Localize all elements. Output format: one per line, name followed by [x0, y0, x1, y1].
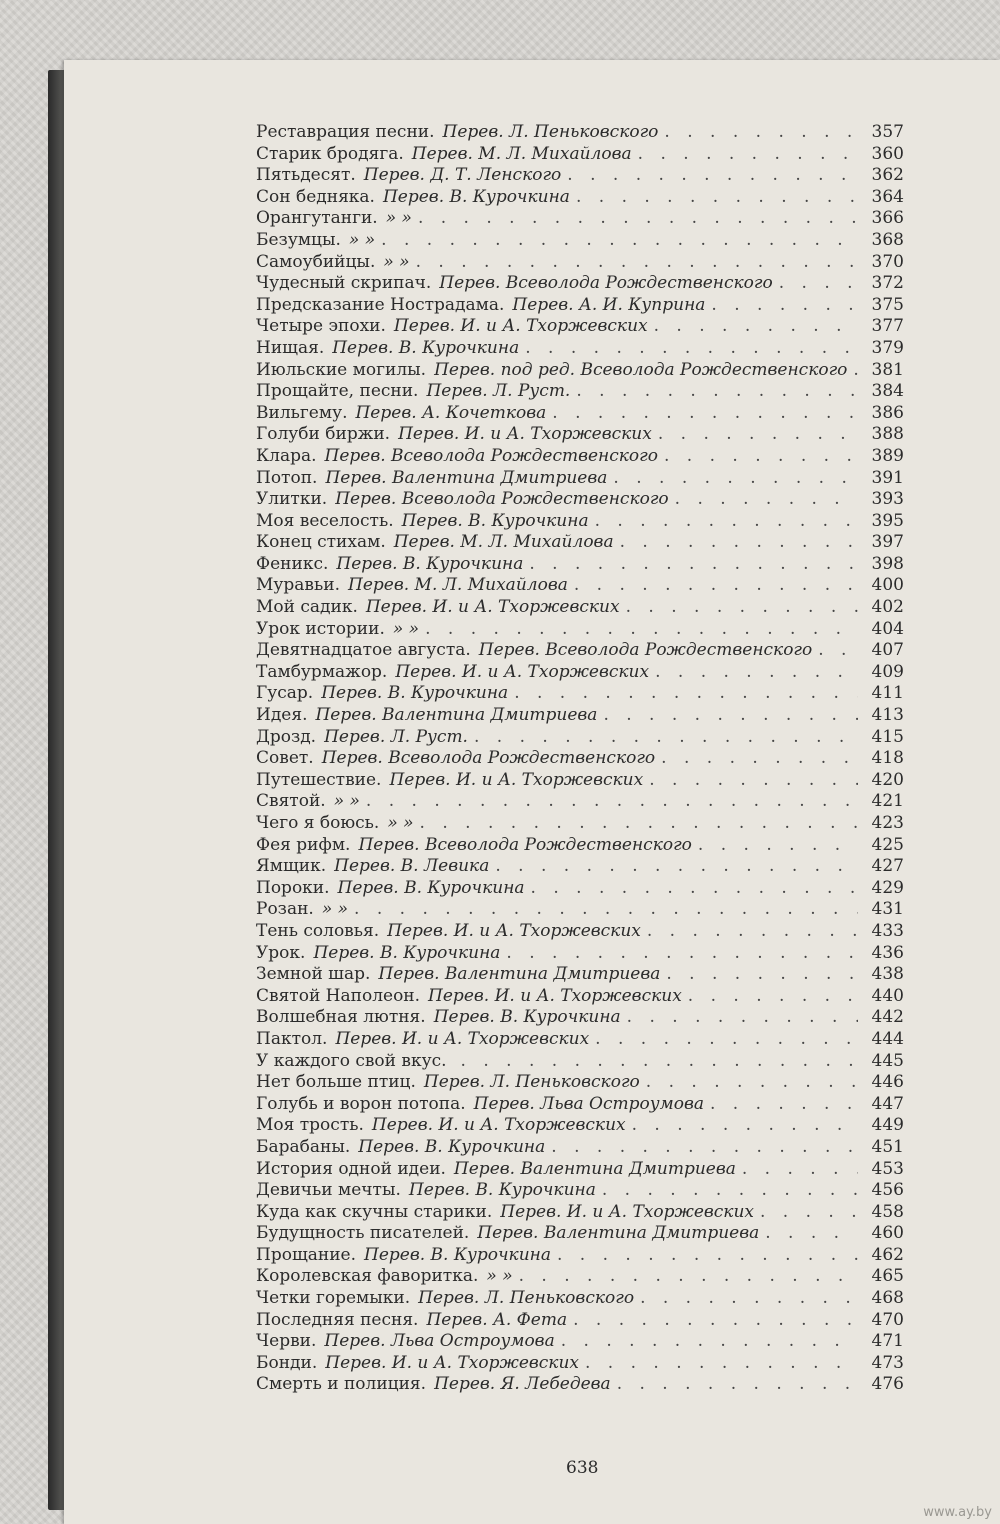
toc-entry — [256, 1137, 904, 1159]
toc-entry-title: Улитки. — [256, 489, 328, 510]
toc-entry-translator: Перев. В. Курочкина — [401, 510, 589, 531]
toc-entry-page: 453 — [871, 1158, 904, 1179]
toc-entry-page: 415 — [871, 726, 904, 747]
toc-entry-title: Розан. — [256, 899, 314, 920]
toc-entry-leader-dots — [853, 360, 858, 382]
toc-entry-leader-dots — [557, 1245, 858, 1267]
toc-entry — [256, 770, 904, 792]
toc-entry-page: 476 — [871, 1374, 904, 1395]
toc-entry-translator: Перев. И. и А. Тхоржевских — [371, 1115, 626, 1136]
toc-entry-title: Вильгему. — [256, 402, 348, 423]
toc-entry — [256, 1094, 904, 1116]
toc-entry — [256, 835, 904, 857]
toc-entry-leader-dots — [552, 403, 858, 425]
toc-entry-translator: » » — [387, 813, 414, 833]
toc-entry-title: Потоп. — [256, 467, 318, 488]
toc-entry-translator: Перев. И. и А. Тхоржевских — [387, 920, 641, 941]
toc-entry — [256, 532, 904, 554]
toc-entry — [256, 446, 904, 468]
toc-entry-title: Четыре эпохи. — [256, 316, 386, 337]
toc-entry-page: 384 — [871, 381, 904, 402]
toc-entry — [256, 597, 904, 619]
toc-entry-page: 377 — [871, 316, 904, 337]
toc-entry-translator: Перев. Л. Руст. — [426, 381, 571, 402]
toc-entry — [256, 899, 904, 921]
toc-entry-translator: Перев. В. Курочкина — [382, 186, 570, 207]
toc-entry-translator: » » — [321, 899, 349, 920]
toc-entry-translator: Перев. Л. Пеньковского — [423, 1072, 640, 1093]
toc-entry-translator: Перев. Валентина Дмитриева — [378, 964, 661, 985]
toc-entry-page: 456 — [871, 1180, 904, 1201]
toc-entry-page: 471 — [871, 1331, 904, 1352]
toc-entry-leader-dots — [613, 468, 858, 490]
toc-entry-page: 397 — [871, 532, 904, 553]
toc-entry-leader-dots — [418, 208, 858, 230]
toc-entry — [256, 144, 904, 166]
toc-entry-translator: Перев. М. Л. Михайлова — [393, 532, 614, 553]
toc-entry-title: Фея рифм. — [256, 834, 351, 855]
toc-entry — [256, 381, 904, 403]
toc-entry — [256, 468, 904, 490]
toc-entry-translator: Перев. Я. Лебедева — [434, 1374, 611, 1395]
toc-entry-translator: Перев. И. и А. Тхоржевских — [389, 769, 644, 790]
toc-entry-leader-dots — [688, 986, 858, 1008]
toc-entry-translator: Перев. под ред. Всеволода Рождественского — [434, 359, 848, 380]
toc-entry-translator: Перев. И. и А. Тхоржевских — [365, 597, 620, 618]
toc-entry-title: Мой садик. — [256, 597, 358, 618]
toc-entry-title: Нищая. — [256, 337, 325, 358]
toc-entry-title: У каждого свой вкус. — [256, 1050, 447, 1071]
toc-entry-translator: » » — [392, 618, 420, 639]
toc-entry-leader-dots — [626, 597, 858, 619]
toc-entry-page: 391 — [871, 467, 904, 488]
toc-entry — [256, 964, 904, 986]
toc-entry-leader-dots — [514, 683, 858, 705]
toc-entry-translator: Перев. И. и А. Тхоржевских — [500, 1201, 754, 1222]
toc-entry-leader-dots — [765, 1223, 858, 1245]
toc-entry-page: 370 — [871, 251, 904, 272]
toc-entry — [256, 683, 904, 705]
toc-entry-leader-dots — [573, 1310, 858, 1332]
toc-entry-leader-dots — [698, 835, 858, 857]
toc-entry-page: 465 — [871, 1266, 904, 1287]
toc-entry-leader-dots — [531, 878, 858, 900]
toc-entry-leader-dots — [474, 727, 858, 749]
toc-entry-title: Бонди. — [256, 1352, 318, 1373]
toc-entry-page: 438 — [871, 964, 904, 985]
toc-entry-translator: Перев. А. И. Куприна — [512, 294, 706, 315]
toc-entry-leader-dots — [661, 748, 858, 770]
toc-entry-translator: Перев. Валентина Дмитриева — [453, 1158, 736, 1179]
toc-entry-title: Пактол. — [256, 1028, 328, 1049]
toc-entry-page: 386 — [871, 402, 904, 423]
toc-entry-page: 460 — [871, 1223, 904, 1244]
toc-entry-leader-dots — [647, 921, 858, 943]
toc-entry-translator: Перев. И. и А. Тхоржевских — [325, 1352, 579, 1373]
toc-entry-translator: Перев. Всеволода Рождественского — [335, 489, 669, 510]
toc-entry — [256, 424, 904, 446]
toc-entry-page: 402 — [871, 597, 904, 618]
toc-entry-leader-dots — [742, 1159, 858, 1181]
toc-entry-translator: Перев. Л. Руст. — [324, 726, 468, 747]
toc-entry-translator: Перев. Л. Пеньковского — [418, 1288, 635, 1309]
toc-entry-translator: Перев. Валентина Дмитриева — [477, 1223, 760, 1244]
toc-entry — [256, 921, 904, 943]
toc-entry-title: Клара. — [256, 445, 317, 466]
toc-entry-title: Тень соловья. — [256, 920, 380, 941]
toc-entry-leader-dots — [495, 856, 858, 878]
toc-entry-title: Орангутанги. — [256, 208, 378, 229]
toc-entry-translator: Перев. В. Курочкина — [337, 877, 525, 898]
toc-entry-translator: Перев. Всеволода Рождественского — [358, 834, 692, 855]
toc-entry-page: 389 — [871, 445, 904, 466]
toc-entry-title: Моя трость. — [256, 1115, 364, 1136]
toc-entry-leader-dots — [658, 424, 858, 446]
toc-entry-translator: Перев. И. и А. Тхоржевских — [393, 316, 648, 337]
toc-entry — [256, 208, 904, 230]
toc-entry-leader-dots — [617, 1374, 858, 1396]
toc-entry-title: Девятнадцатое августа. — [256, 640, 471, 661]
toc-entry — [256, 511, 904, 533]
toc-entry-leader-dots — [638, 144, 858, 166]
toc-entry — [256, 791, 904, 813]
table-of-contents — [256, 122, 904, 1396]
toc-entry-page: 470 — [871, 1309, 904, 1330]
toc-entry-page: 420 — [871, 769, 904, 790]
toc-entry-leader-dots — [620, 532, 858, 554]
toc-entry-translator: Перев. Всеволода Рождественского — [439, 273, 773, 294]
toc-entry-leader-dots — [561, 1331, 858, 1353]
toc-entry-translator: » » — [486, 1266, 513, 1287]
toc-entry-page: 421 — [871, 791, 904, 812]
toc-entry-translator: Перев. В. Курочкина — [358, 1136, 546, 1157]
toc-entry-leader-dots — [381, 230, 858, 252]
toc-entry-title: Моя веселость. — [256, 510, 394, 531]
toc-entry-leader-dots — [595, 1029, 858, 1051]
toc-entry-title: Чего я боюсь. — [256, 813, 380, 833]
toc-entry — [256, 1072, 904, 1094]
toc-entry-page: 462 — [871, 1244, 904, 1265]
toc-entry-page: 398 — [871, 553, 904, 574]
toc-entry — [256, 748, 904, 770]
toc-entry-title: Дрозд. — [256, 726, 317, 747]
toc-entry-title: Предсказание Нострадама. — [256, 294, 505, 315]
toc-entry-translator: Перев. М. Л. Михайлова — [348, 575, 568, 596]
toc-entry-page: 393 — [871, 489, 904, 510]
toc-entry-title: Будущность писателей. — [256, 1223, 470, 1244]
toc-entry — [256, 1029, 904, 1051]
toc-entry-leader-dots — [603, 705, 858, 727]
toc-entry-title: Нет больше птиц. — [256, 1072, 416, 1093]
toc-entry-page: 400 — [871, 575, 904, 596]
toc-entry-leader-dots — [627, 1007, 858, 1029]
toc-entry — [256, 403, 904, 425]
toc-entry-title: Урок. — [256, 942, 306, 963]
toc-entry-leader-dots — [461, 1051, 858, 1073]
toc-entry-page: 423 — [871, 813, 904, 833]
toc-entry — [256, 619, 904, 641]
toc-entry-title: Путешествие. — [256, 769, 382, 790]
toc-entry-page: 449 — [871, 1115, 904, 1136]
toc-entry — [256, 1331, 904, 1353]
toc-entry — [256, 1288, 904, 1310]
toc-entry — [256, 705, 904, 727]
toc-entry-title: Муравьи. — [256, 575, 340, 596]
toc-entry — [256, 1007, 904, 1029]
toc-entry — [256, 813, 904, 835]
toc-entry-page: 473 — [871, 1352, 904, 1373]
watermark: www.ay.by — [923, 1505, 992, 1520]
toc-entry-translator: Перев. И. и А. Тхоржевских — [335, 1028, 590, 1049]
toc-entry-translator: Перев. А. Кочеткова — [355, 402, 547, 423]
toc-entry-leader-dots — [646, 1072, 858, 1094]
toc-entry-page: 388 — [871, 424, 904, 445]
toc-entry — [256, 1245, 904, 1267]
toc-entry — [256, 165, 904, 187]
toc-entry-leader-dots — [576, 381, 858, 403]
toc-entry-leader-dots — [366, 791, 858, 813]
toc-entry-title: Черви. — [256, 1331, 317, 1352]
toc-entry-title: Святой. — [256, 791, 326, 812]
toc-entry-leader-dots — [632, 1115, 858, 1137]
toc-entry-title: Пятьдесят. — [256, 165, 356, 186]
toc-entry — [256, 554, 904, 576]
toc-entry-leader-dots — [664, 122, 858, 144]
toc-entry-title: Гусар. — [256, 683, 314, 704]
toc-entry-title: Реставрация песни. — [256, 122, 435, 142]
toc-entry-leader-dots — [818, 640, 858, 662]
toc-entry-translator: Перев. В. Курочкина — [332, 337, 520, 358]
toc-entry — [256, 575, 904, 597]
toc-entry-leader-dots — [654, 316, 858, 338]
toc-entry-title: Голубь и ворон потопа. — [256, 1093, 466, 1114]
toc-entry-translator: Перев. И. и А. Тхоржевских — [428, 985, 682, 1006]
toc-entry-page: 368 — [871, 229, 904, 250]
toc-entry-page: 409 — [871, 661, 904, 682]
toc-entry-translator: Перев. Всеволода Рождественского — [324, 445, 658, 466]
toc-entry — [256, 1115, 904, 1137]
toc-entry-title: Безумцы. — [256, 229, 341, 250]
toc-entry-page: 381 — [871, 359, 904, 380]
toc-entry-page: 447 — [871, 1093, 904, 1114]
toc-entry-leader-dots — [664, 446, 858, 468]
toc-entry-translator: Перев. Льва Остроумова — [324, 1331, 555, 1352]
toc-entry — [256, 1310, 904, 1332]
toc-entry — [256, 986, 904, 1008]
toc-entry-translator: » » — [383, 251, 410, 272]
toc-entry-translator: » » — [385, 208, 412, 229]
toc-entry-leader-dots — [675, 489, 858, 511]
toc-entry-title: Последняя песня. — [256, 1309, 419, 1330]
toc-entry-leader-dots — [710, 1094, 858, 1116]
toc-entry-title: Барабаны. — [256, 1136, 351, 1157]
toc-entry-title: Голуби биржи. — [256, 424, 391, 445]
toc-entry-leader-dots — [519, 1266, 858, 1288]
toc-entry — [256, 489, 904, 511]
toc-entry-title: Совет. — [256, 748, 314, 769]
toc-entry-translator: Перев. А. Фета — [426, 1309, 568, 1330]
toc-entry — [256, 1374, 904, 1396]
toc-entry-leader-dots — [354, 899, 858, 921]
toc-entry-leader-dots — [760, 1202, 858, 1224]
toc-entry — [256, 662, 904, 684]
toc-entry-leader-dots — [420, 813, 858, 835]
toc-entry-title: Королевская фаворитка. — [256, 1266, 479, 1287]
toc-entry-translator: Перев. В. Курочкина — [364, 1244, 551, 1265]
toc-entry-translator: Перев. В. Курочкина — [408, 1180, 596, 1201]
toc-entry — [256, 727, 904, 749]
toc-entry-translator: Перев. Всеволода Рождественского — [478, 640, 813, 661]
toc-entry-title: Девичьи мечты. — [256, 1180, 401, 1201]
toc-entry-title: Июльские могилы. — [256, 359, 427, 380]
toc-entry-translator: » » — [348, 229, 376, 250]
toc-entry — [256, 943, 904, 965]
toc-entry-page: 407 — [871, 640, 904, 661]
toc-entry-title: Идея. — [256, 705, 308, 726]
toc-entry-leader-dots — [595, 511, 858, 533]
toc-entry — [256, 316, 904, 338]
toc-entry-translator: Перев. В. Курочкина — [433, 1007, 621, 1028]
toc-entry-page: 362 — [871, 165, 904, 186]
toc-entry-translator: Перев. Д. Т. Ленского — [363, 165, 562, 186]
toc-entry-page: 446 — [871, 1072, 904, 1093]
toc-entry-leader-dots — [551, 1137, 858, 1159]
toc-entry-title: Ямщик. — [256, 856, 327, 877]
toc-entry-leader-dots — [779, 273, 858, 295]
toc-entry-title: Феникс. — [256, 553, 329, 574]
toc-entry-leader-dots — [602, 1180, 858, 1202]
toc-entry-page: 418 — [871, 748, 904, 769]
toc-entry — [256, 187, 904, 209]
toc-entry-page: 440 — [871, 985, 904, 1006]
toc-entry-title: Смерть и полиция. — [256, 1374, 427, 1395]
toc-entry-translator: Перев. Валентина Дмитриева — [315, 705, 598, 726]
toc-entry-leader-dots — [416, 252, 858, 274]
toc-entry-translator: Перев. Валентина Дмитриева — [325, 467, 608, 488]
toc-entry-page: 445 — [871, 1050, 904, 1071]
toc-entry-title: Конец стихам. — [256, 532, 386, 553]
toc-entry-title: Урок истории. — [256, 618, 385, 639]
toc-entry-title: Куда как скучны старики. — [256, 1201, 493, 1222]
toc-entry — [256, 1159, 904, 1181]
toc-entry-translator: Перев. В. Левика — [334, 856, 490, 877]
toc-entry — [256, 230, 904, 252]
toc-entry — [256, 1180, 904, 1202]
toc-entry-page: 458 — [871, 1201, 904, 1222]
toc-entry-title: Старик бродяга. — [256, 143, 404, 164]
toc-entry-title: Сон бедняка. — [256, 186, 375, 207]
toc-entry-page: 451 — [871, 1136, 904, 1157]
toc-entry-page: 425 — [871, 834, 904, 855]
toc-entry-leader-dots — [574, 575, 858, 597]
toc-entry-page: 404 — [871, 618, 904, 639]
toc-entry-title: Тамбурмажор. — [256, 661, 388, 682]
toc-entry-title: Прощайте, песни. — [256, 381, 419, 402]
toc-entry-page: 357 — [871, 122, 904, 142]
toc-entry-translator: Перев. Л. Пеньковского — [442, 122, 659, 142]
toc-entry-leader-dots — [576, 187, 858, 209]
toc-entry-page: 436 — [871, 942, 904, 963]
toc-entry-translator: » » — [333, 791, 360, 812]
toc-entry-title: Земной шар. — [256, 964, 371, 985]
toc-entry — [256, 1223, 904, 1245]
toc-entry-page: 366 — [871, 208, 904, 229]
toc-entry-title: История одной идеи. — [256, 1158, 446, 1179]
toc-entry-translator: Перев. Всеволода Рождественского — [321, 748, 656, 769]
toc-entry-title: Самоубийцы. — [256, 251, 376, 272]
toc-entry — [256, 856, 904, 878]
toc-entry-page: 444 — [871, 1028, 904, 1049]
toc-entry-page: 411 — [871, 683, 904, 704]
page-number: 638 — [566, 1458, 599, 1478]
toc-entry-title: Волшебная лютня. — [256, 1007, 426, 1028]
toc-entry-page: 364 — [871, 186, 904, 207]
toc-entry — [256, 1051, 904, 1073]
toc-entry — [256, 1266, 904, 1288]
toc-entry-page: 360 — [871, 143, 904, 164]
toc-entry-leader-dots — [640, 1288, 858, 1310]
toc-entry-translator: Перев. Льва Остроумова — [473, 1093, 704, 1114]
toc-entry — [256, 338, 904, 360]
toc-entry-translator: Перев. В. Курочкина — [336, 553, 524, 574]
toc-entry-page: 468 — [871, 1288, 904, 1309]
toc-entry-translator: Перев. И. и А. Тхоржевских — [398, 424, 652, 445]
toc-entry-leader-dots — [585, 1353, 858, 1375]
toc-entry-page: 372 — [871, 273, 904, 294]
toc-entry-translator: Перев. В. Курочкина — [321, 683, 509, 704]
toc-entry-page: 395 — [871, 510, 904, 531]
toc-entry — [256, 360, 904, 382]
toc-entry-leader-dots — [567, 165, 858, 187]
toc-entry — [256, 273, 904, 295]
toc-entry-page: 375 — [871, 294, 904, 315]
toc-entry-leader-dots — [711, 295, 858, 317]
toc-entry — [256, 640, 904, 662]
toc-entry-translator: Перев. В. Курочкина — [313, 942, 501, 963]
toc-entry-leader-dots — [425, 619, 858, 641]
toc-entry-page: 429 — [871, 877, 904, 898]
toc-entry — [256, 252, 904, 274]
toc-entry-title: Четки горемыки. — [256, 1288, 411, 1309]
toc-entry-page: 433 — [871, 920, 904, 941]
toc-entry — [256, 1202, 904, 1224]
toc-entry-title: Прощание. — [256, 1244, 357, 1265]
toc-entry-title: Чудесный скрипач. — [256, 273, 432, 294]
toc-entry-page: 442 — [871, 1007, 904, 1028]
toc-entry-leader-dots — [649, 770, 858, 792]
toc-entry-page: 413 — [871, 705, 904, 726]
toc-entry — [256, 122, 904, 144]
toc-entry-translator: Перев. И. и А. Тхоржевских — [395, 661, 650, 682]
toc-entry-title: Пороки. — [256, 877, 330, 898]
toc-entry — [256, 295, 904, 317]
toc-entry-translator: Перев. М. Л. Михайлова — [411, 143, 632, 164]
toc-entry-leader-dots — [655, 662, 858, 684]
toc-entry-leader-dots — [506, 943, 858, 965]
toc-entry-page: 379 — [871, 337, 904, 358]
toc-entry — [256, 1353, 904, 1375]
toc-entry-leader-dots — [525, 338, 858, 360]
toc-entry-page: 427 — [871, 856, 904, 877]
toc-entry — [256, 878, 904, 900]
toc-entry-title: Святой Наполеон. — [256, 985, 421, 1006]
toc-entry-leader-dots — [666, 964, 858, 986]
toc-entry-page: 431 — [871, 899, 904, 920]
toc-entry-leader-dots — [529, 554, 858, 576]
